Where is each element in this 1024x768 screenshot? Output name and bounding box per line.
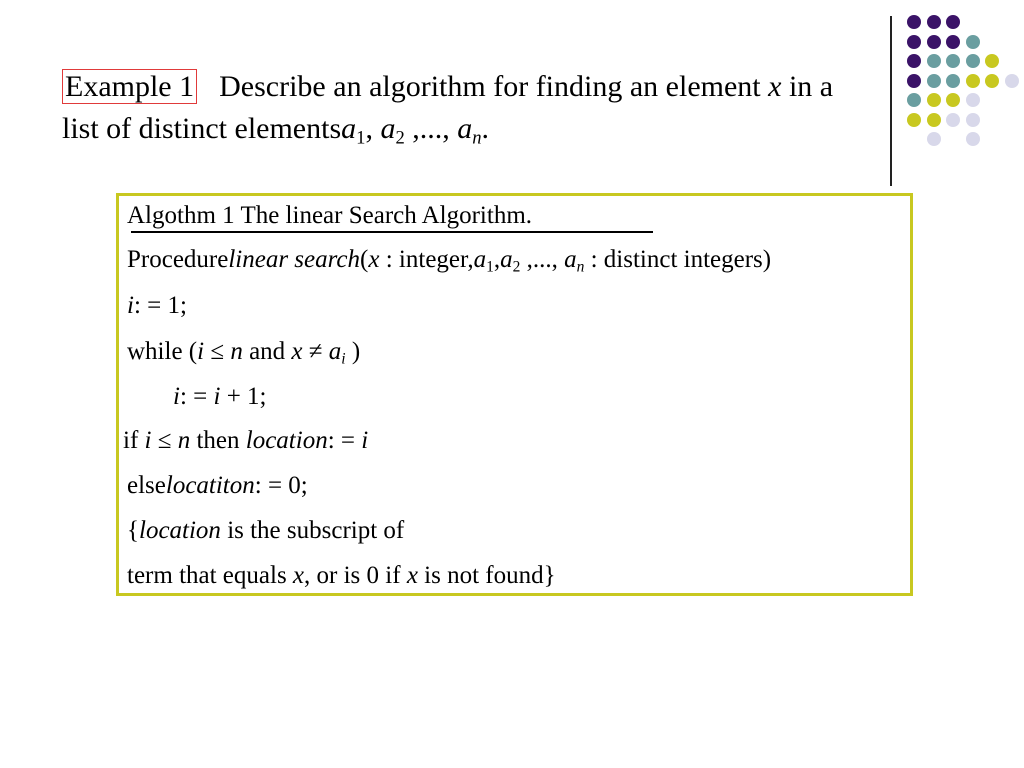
dot-purple	[946, 35, 960, 49]
while-a: a	[328, 338, 342, 365]
dot-yellow	[985, 74, 999, 88]
dot-purple	[907, 15, 921, 29]
title-underline	[131, 231, 653, 233]
example-desc-part2: in a	[781, 70, 834, 103]
else-line	[127, 472, 308, 500]
dot-teal	[966, 54, 980, 68]
while-n: n	[230, 338, 243, 365]
else-location: locatiton	[165, 472, 255, 499]
init-rest: : = 1;	[133, 292, 187, 319]
proc-dots: ,...,	[520, 246, 565, 273]
comment-line1	[127, 517, 404, 545]
else-keyword: else	[127, 472, 166, 499]
procedure-line	[127, 246, 771, 277]
init-i: i	[127, 292, 134, 319]
seq-sub1: 1	[356, 127, 366, 149]
proc-sub2: 2	[512, 258, 521, 276]
seq-sub2: 2	[395, 127, 405, 149]
if-n: n	[177, 427, 191, 454]
while-i: i	[197, 338, 205, 365]
if-line	[123, 427, 368, 455]
example-label: Example 1	[62, 69, 197, 104]
proc-keyword: Procedure	[127, 246, 229, 273]
dot-yellow	[946, 93, 960, 107]
if-keyword: if	[123, 427, 145, 454]
algorithm-box	[116, 193, 913, 596]
if-i2: i	[361, 427, 369, 454]
seq-subn: n	[472, 127, 482, 149]
if-assign: : =	[327, 427, 362, 454]
while-x: x	[291, 338, 303, 365]
proc-subn: n	[576, 258, 585, 276]
seq-a1: a	[341, 112, 357, 145]
dot-teal	[946, 54, 960, 68]
proc-sub1: 1	[486, 258, 494, 276]
example-desc-line2: list of distinct elements	[62, 112, 342, 145]
dot-lavender	[966, 113, 980, 127]
seq-a2: a	[380, 112, 396, 145]
proc-params2: : distinct integers)	[584, 246, 772, 273]
while-keyword: while (	[127, 338, 198, 365]
while-close: )	[345, 338, 361, 365]
example-heading	[62, 66, 942, 160]
comment-x2: x	[406, 562, 418, 589]
seq-sep1: ,	[365, 112, 381, 145]
while-le: ≤	[204, 338, 231, 365]
comment-line2	[127, 562, 556, 590]
algorithm-title: Algothm 1 The linear Search Algorithm.	[127, 202, 533, 229]
seq-an: a	[457, 112, 473, 145]
proc-a2: a	[500, 246, 513, 273]
proc-params1: : integer,	[379, 246, 474, 273]
inc-i2: i	[213, 383, 221, 410]
while-sub: i	[341, 350, 346, 368]
dot-lavender	[966, 93, 980, 107]
proc-name: linear search	[228, 246, 361, 273]
inc-assign: : =	[179, 383, 214, 410]
dot-purple	[946, 15, 960, 29]
if-then: then	[190, 427, 246, 454]
dot-teal	[966, 35, 980, 49]
proc-open: (	[360, 246, 369, 273]
if-i: i	[144, 427, 152, 454]
dot-yellow	[985, 54, 999, 68]
dot-lavender	[1005, 74, 1019, 88]
seq-end: .	[481, 112, 490, 145]
else-rest: : = 0;	[254, 472, 308, 499]
proc-a1: a	[473, 246, 487, 273]
proc-x: x	[368, 246, 380, 273]
dot-purple	[927, 15, 941, 29]
if-location: location	[245, 427, 328, 454]
comment-rest: is the subscript of	[220, 517, 405, 544]
comment-x1: x	[292, 562, 305, 589]
inc-rest: + 1;	[220, 383, 267, 410]
while-line	[127, 338, 360, 369]
while-and: and	[242, 338, 292, 365]
seq-dots: ,...,	[404, 112, 458, 145]
increment-line	[173, 383, 267, 411]
while-ne: ≠	[302, 338, 329, 365]
init-line	[127, 292, 187, 320]
inc-i: i	[173, 383, 180, 410]
proc-comma: ,	[493, 246, 501, 273]
dot-yellow	[966, 74, 980, 88]
dot-lavender	[966, 132, 980, 146]
comment-location: location	[139, 517, 221, 544]
dot-teal	[946, 74, 960, 88]
comment-open: {	[127, 517, 139, 544]
dot-purple	[927, 35, 941, 49]
if-le: ≤	[151, 427, 178, 454]
dot-lavender	[946, 113, 960, 127]
proc-an: a	[564, 246, 577, 273]
comment-line2b: , or is 0 if	[304, 562, 407, 589]
example-desc-part1: Describe an algorithm for finding an element	[219, 70, 769, 103]
example-var-x: x	[768, 70, 782, 103]
comment-line2c: is not found}	[417, 562, 556, 589]
dot-purple	[907, 35, 921, 49]
comment-line2a: term that equals	[127, 562, 293, 589]
